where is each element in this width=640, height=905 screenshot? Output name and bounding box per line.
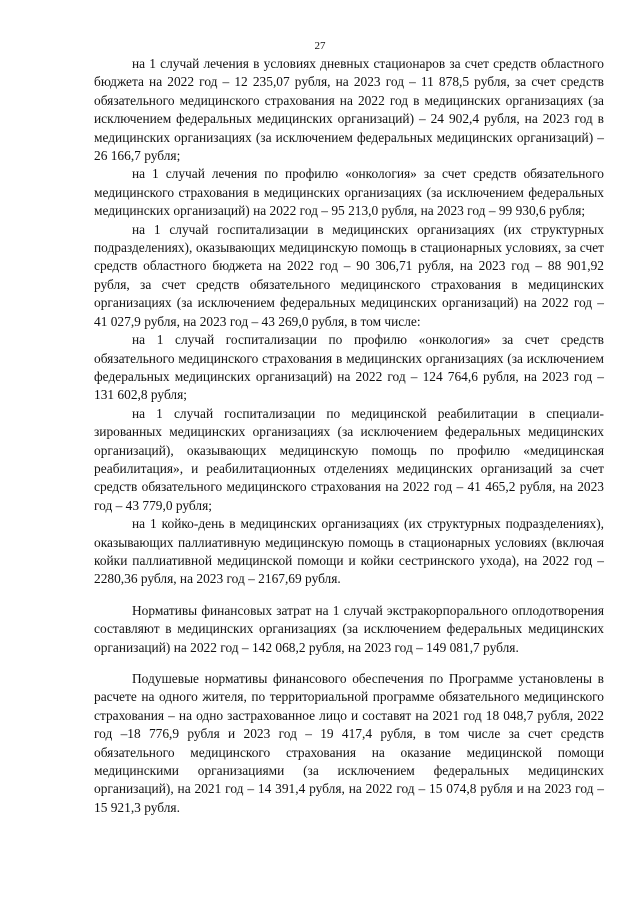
paragraph-hospitalization: на 1 случай госпитализации в медицинских организациях (их структурных подразделениях), оказывающих медицинскую помощь в стационарных условиях, за счет средств областного бюджета на 2022 год – 90 306,71 рубля, на 2023 год – 88 901,92 рубля, за счет средств обязательного медицинского страхования в медицинских организациях (за исключением федеральных медицинских организаций) на 2022 год – 41 027,9 рубля, на 2023 год – 43 269,0 рубля, в том числе:: [94, 221, 604, 329]
page-number: 27: [314, 40, 326, 52]
paragraph-per-capita-standards: Подушевые нормативы финансового обеспечения по Программе установлены в расчете на одного жителя, по территориальной программе обязательного медицинского страхования – на одно застрахованное лицо и составят на 2021 год 18 048,7 рубля, 2022 год –18 776,9 рубля и 2023 год – 19 417,4 рубля, в том числе за счет средств обязательного медицинского страхования на оказание медицинской помощи медицинскими организациями (за исключением федеральных медицинских организаций), на 2021 год – 14 391,4 рубля, на 2022 год – 15 074,8 рубля и на 2023 год – 15 921,3 рубля.: [94, 671, 604, 815]
paragraph-ivf-costs: Нормативы финансовых затрат на 1 случай экстракорпорального оплодотворения составляют в медицинских организациях (за исключением федеральных медицинских организаций) на 2022 год – 142 068,2 рубля, на 2023 год – 149 081,7 рубля.: [94, 602, 604, 655]
paragraph-day-hospital: на 1 случай лечения в условиях дневных стационаров за счет средств областного бюджета на 2022 год – 12 235,07 рубля, на 2023 год – 11 878,5 рубля, за счет средств обязательного медицинского страхования на 2022 год в медицинских организациях (за исключением федеральных медицинских организаций) – 24 902,4 рубля, на 2023 год в медицинских организациях (за исключением федеральных медицинских организаций) – 26 166,7 рубля;: [94, 56, 604, 164]
paragraph-oncology-hospitalization: на 1 случай госпитализации по профилю «онкология» за счет средств обязательного медицинского страхования в медицинских организациях (за исключением федеральных медицинских организаций) на 2022 год – 124 764,6 рубля, на 2023 год – 131 602,8 рубля;: [94, 332, 604, 403]
paragraph-oncology-day-treatment: на 1 случай лечения по профилю «онкология» за счет средств обязательного медицинского страхования в медицинских организациях (за исключением федеральных медицинских организаций) на 2022 год – 95 213,0 рубля, на 2023 год – 99 930,6 рубля;: [94, 166, 604, 219]
document-body: [94, 55, 604, 817]
paragraph-palliative-bed-day: на 1 койко-день в медицинских организациях (их структурных подразделениях), оказывающих паллиативную медицинскую помощь в стационарных условиях (включая койки паллиативной медицинской помощи и койки сестринского ухода), на 2022 год – 2280,36 рубля, на 2023 год – 2167,69 рубля.: [94, 516, 604, 587]
paragraph-rehabilitation: на 1 случай госпитализации по медицинской реабилитации в специализированных медицинских организациях (за исключением федеральных медицинских организаций), оказывающих медицинскую помощь по профилю «медицинская реабилитация», и реабилитационных отделениях медицинских организаций за счет средств обязательного медицинского страхования на 2022 год – 41 465,2 рубля, на 2023 год – 43 779,0 рубля;: [94, 405, 604, 513]
